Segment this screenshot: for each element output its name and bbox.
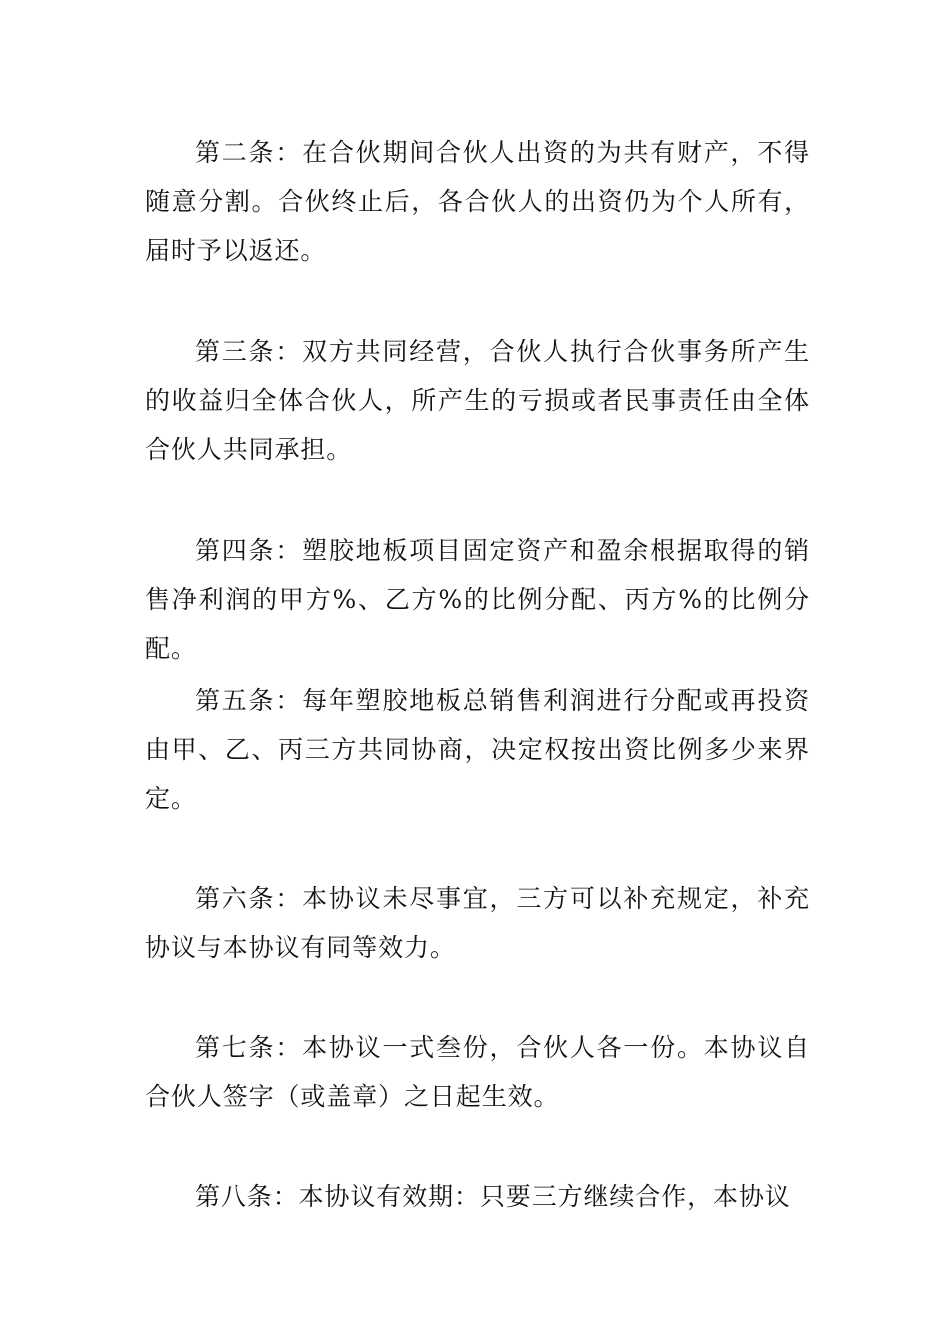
article-7: 第七条：本协议一式叁份，合伙人各一份。本协议自合伙人签字（或盖章）之日起生效。 (145, 1033, 810, 1111)
article-5: 第五条：每年塑胶地板总销售利润进行分配或再投资由甲、乙、丙三方共同协商，决定权按出资比例多少来界定。 (145, 686, 810, 813)
article-8: 第八条：本协议有效期：只要三方继续合作，本协议 (195, 1182, 791, 1211)
article-2: 第二条：在合伙期间合伙人出资的为共有财产，不得随意分割。合伙终止后，各合伙人的出资仍为个人所有，届时予以返还。 (145, 138, 810, 265)
article-3: 第三条：双方共同经营，合伙人执行合伙事务所产生的收益归全体合伙人，所产生的亏损或者民事责任由全体合伙人共同承担。 (145, 337, 810, 464)
article-4: 第四条：塑胶地板项目固定资产和盈余根据取得的销售净利润的甲方%、乙方%的比例分配、丙方%的比例分配。 (145, 536, 810, 663)
article-6: 第六条：本协议未尽事宜，三方可以补充规定，补充协议与本协议有同等效力。 (145, 884, 810, 962)
